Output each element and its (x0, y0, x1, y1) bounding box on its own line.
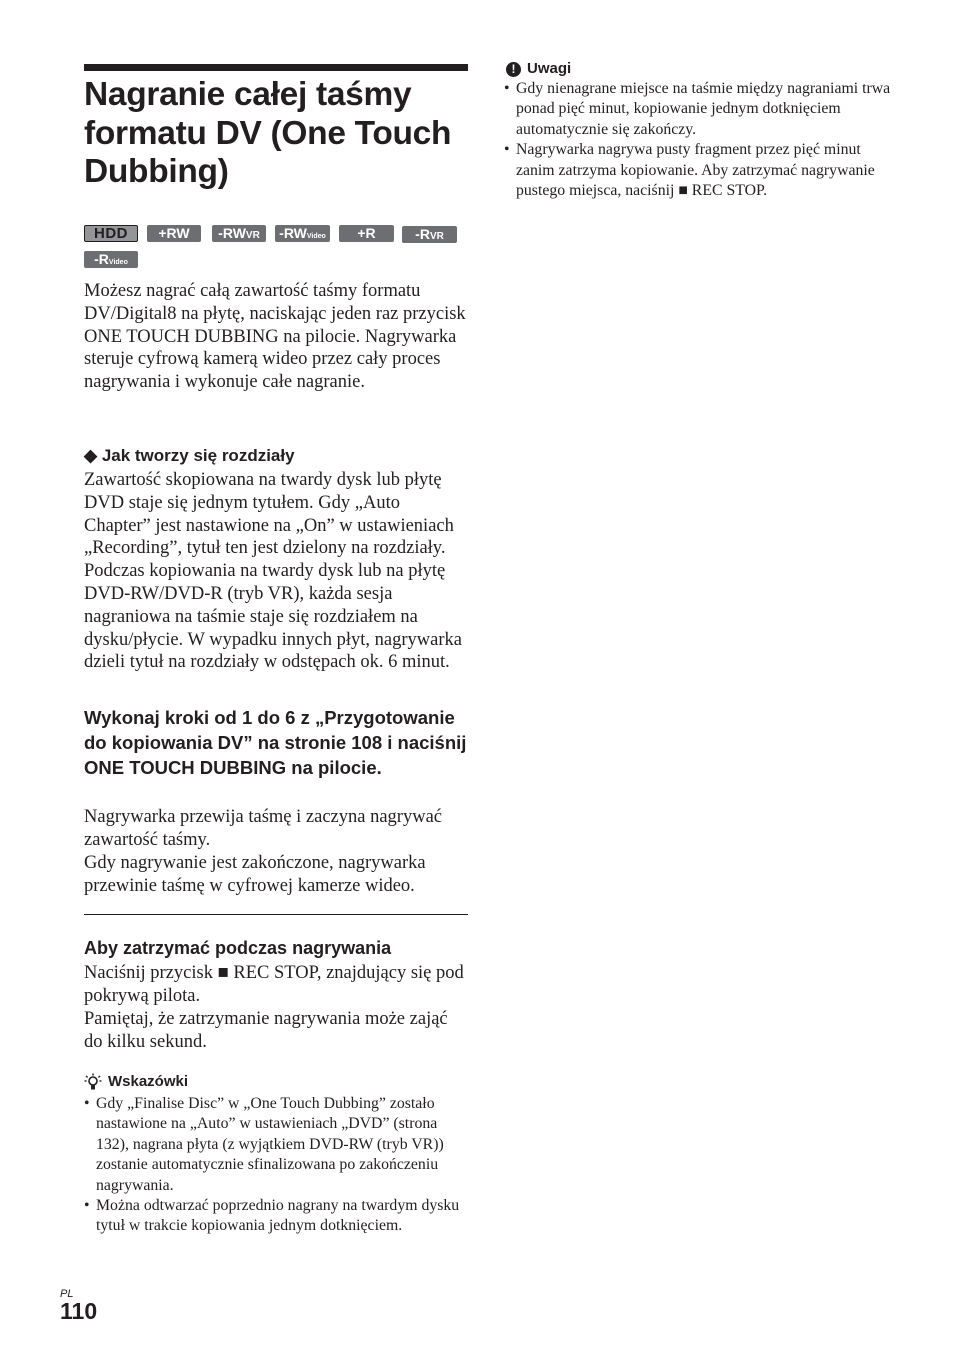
note-item: • Gdy nienagrane miejsce na taśmie między nagraniami trwa ponad pięć minut, kopiowanie jednym dotknięciem automatycznie się zakończy. (504, 79, 896, 140)
step-text-2: Gdy nagrywanie jest zakończone, nagrywarka przewinie taśmę w cyfrowej kamerze wideo. (84, 853, 426, 896)
badge-minus-r-vr (402, 226, 457, 243)
chapters-heading (84, 446, 468, 466)
page-number: 110 (60, 1298, 98, 1324)
step-text-1: Nagrywarka przewija taśmę i zaczyna nagrywać zawartość taśmy. (84, 807, 442, 850)
badge-sub-label: VR (429, 231, 444, 242)
badge-minus-rw-video (275, 225, 330, 242)
badge-hdd: HDD (84, 225, 138, 242)
note-item: • Nagrywarka nagrywa pusty fragment przez pięć minut zanim zatrzyma kopiowanie. Aby zatrzymać nagrywanie pustego miejsca, naciśnij ■ REC STOP. (504, 140, 896, 201)
notes-heading (506, 60, 571, 78)
notes-list (504, 79, 896, 201)
stop-text-1: Naciśnij przycisk ■ REC STOP, znajdujący się pod pokrywą pilota. (84, 963, 464, 1006)
badge-sub-label: Video (108, 259, 128, 266)
tips-heading-text: Wskazówki (108, 1073, 189, 1090)
section-divider (84, 914, 468, 915)
badge-minus-r-video (84, 251, 138, 268)
step-heading: Wykonaj kroki od 1 do 6 z „Przygotowanie do kopiowania DV” na stronie 108 i naciśnij ONE TOUCH DUBBING na pilocie. (84, 707, 467, 778)
chapters-paragraph: Zawartość skopiowana na twardy dysk lub płytę DVD staje się jednym tytułem. Gdy „Auto Chapter” jest nastawione na „On” w ustawieniach „Recording”, tytuł ten jest dzielony na rozdziały. Podczas kopiowania na twardy dysk lub na płytę DVD-RW/DVD-R (tryb VR), każda sesja nagraniowa na taśmie staje się rozdziałem na dysku/płycie. W wypadku innych płyt, nagrywarka dzieli tytuł na rozdziały w odstępach ok. 6 minut. (84, 470, 462, 673)
title-rule (84, 64, 468, 71)
diamond-icon: ◆ (84, 446, 98, 465)
tip-item: • Gdy „Finalise Disc” w „One Touch Dubbing” zostało nastawione na „Auto” w ustawieniach „DVD” (strona 132), nagrana płyta (z wyjątkiem DVD-RW (tryb VR)) zostanie automatycznie sfinalizowana po zakończeniu nagrywania. (84, 1094, 468, 1196)
badge-main-label: -RW (279, 225, 307, 241)
intro-paragraph: Możesz nagrać całą zawartość taśmy formatu DV/Digital8 na płytę, naciskając jeden raz przycisk ONE TOUCH DUBBING na pilocie. Nagrywarka steruje cyfrową kamerą wideo przez cały proces nagrywania i wykonuje całe nagranie. (84, 281, 466, 393)
tips-list (84, 1094, 468, 1237)
badge-plus-r: +R (339, 225, 394, 242)
badge-minus-rw-vr (212, 225, 266, 242)
warning-icon: ! (506, 62, 521, 77)
badge-main-label: -RW (218, 225, 246, 241)
tip-item: • Można odtwarzać poprzednio nagrany na twardym dysku tytuł w trakcie kopiowania jednym dotknięciem. (84, 1196, 468, 1237)
page-title: Nagranie całej taśmy formatu DV (One Touch Dubbing) (84, 76, 452, 190)
tips-heading (84, 1073, 188, 1091)
language-code: PL (60, 1288, 74, 1300)
lightbulb-icon (84, 1073, 102, 1091)
badge-plus-rw: +RW (147, 225, 201, 242)
badge-main-label: -R (415, 226, 430, 242)
chapters-heading-text: Jak tworzy się rozdziały (101, 446, 295, 465)
badge-main-label: -R (94, 251, 109, 267)
stop-text-2: Pamiętaj, że zatrzymanie nagrywania może zająć do kilku sekund. (84, 1009, 448, 1052)
badge-sub-label: Video (306, 233, 326, 240)
stop-heading: Aby zatrzymać podczas nagrywania (84, 938, 392, 958)
notes-heading-text: Uwagi (527, 60, 572, 77)
badge-sub-label: VR (245, 230, 260, 241)
